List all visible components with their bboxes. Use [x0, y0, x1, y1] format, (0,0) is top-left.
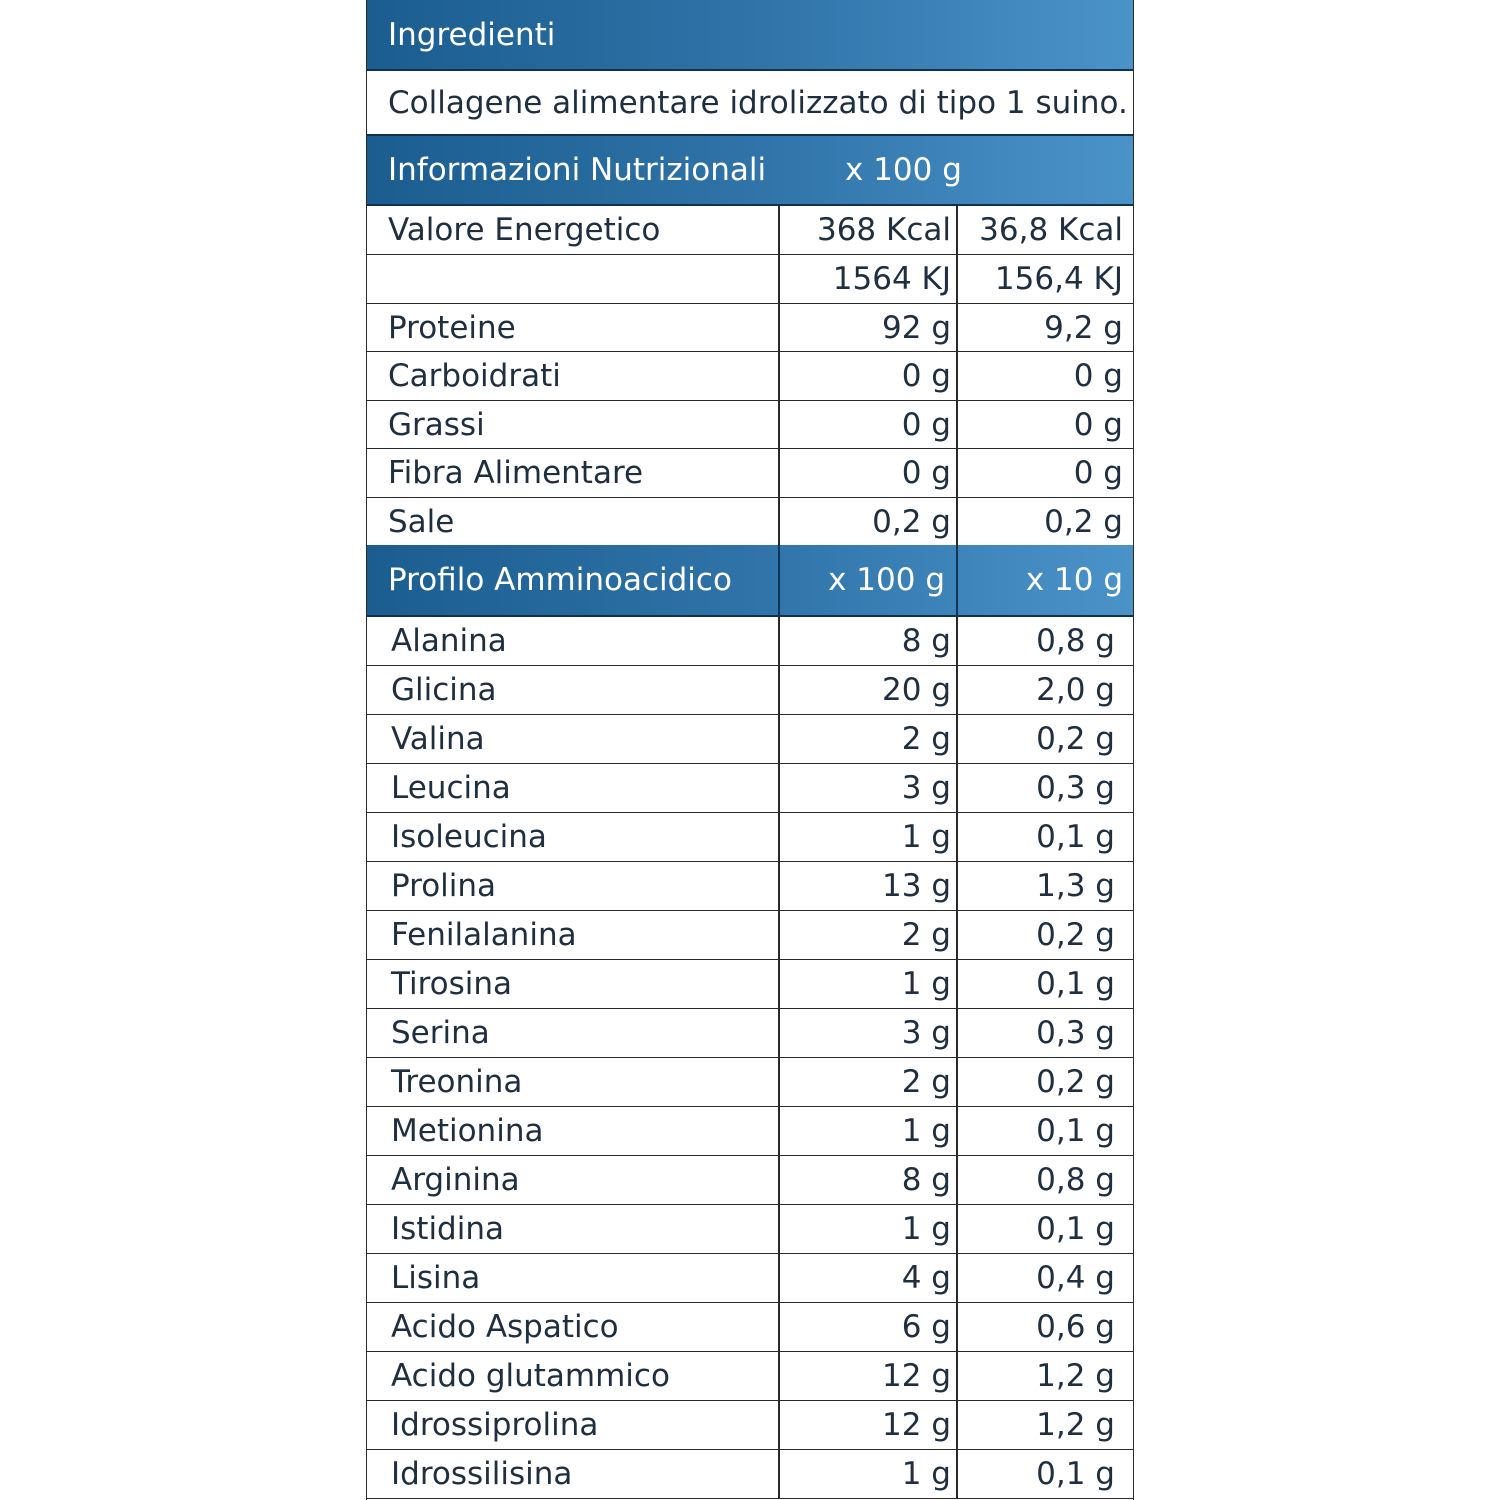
nutrition-row-value-10g: 36,8 Kcal [979, 212, 1123, 248]
amino-column-divider [956, 617, 958, 665]
nutrition-row-value-100g: 0 g [901, 406, 951, 443]
amino-row-value-10g: 1,2 g [1036, 1407, 1115, 1443]
amino-row-label: Idrossiprolina [391, 1407, 599, 1443]
amino-row-value-10g: 0,3 g [1036, 1015, 1115, 1051]
amino-column-divider [778, 1303, 780, 1351]
amino-row-value-10g: 0,8 g [1036, 1162, 1115, 1198]
nutrition-column-divider [778, 206, 780, 254]
amino-row-value-10g: 0,6 g [1036, 1309, 1115, 1345]
amino-row [367, 1303, 1133, 1352]
amino-row-value-10g: 0,2 g [1036, 1064, 1115, 1100]
amino-row-value-10g: 0,1 g [1036, 1211, 1115, 1247]
amino-col-10g: x 10 g [1025, 562, 1123, 598]
ingredients-text-row [367, 71, 1133, 134]
amino-title: Profilo Amminoacidico [388, 562, 732, 598]
amino-row-label: Lisina [391, 1260, 481, 1296]
amino-column-divider [778, 666, 780, 714]
amino-column-divider [778, 1450, 780, 1498]
amino-row-value-100g: 2 g [901, 1064, 951, 1100]
amino-column-divider [778, 617, 780, 665]
amino-row-label: Isoleucina [391, 819, 547, 855]
amino-column-divider [778, 1401, 780, 1449]
amino-column-divider [956, 862, 958, 910]
amino-row-value-10g: 1,3 g [1036, 868, 1115, 904]
amino-column-divider [778, 1254, 780, 1302]
amino-row [367, 1205, 1133, 1254]
amino-row-value-10g: 0,1 g [1036, 966, 1115, 1002]
amino-column-divider [778, 1009, 780, 1057]
nutrition-column-divider [956, 498, 958, 546]
amino-row-label: Leucina [391, 770, 511, 806]
amino-row-value-10g: 0,8 g [1036, 623, 1115, 659]
nutrition-row-value-10g: 9,2 g [1044, 309, 1123, 346]
amino-column-divider [956, 1156, 958, 1204]
nutrition-column-divider [778, 449, 780, 497]
nutrition-row-value-10g: 0 g [1073, 406, 1123, 443]
nutrition-column-divider [778, 255, 780, 303]
amino-header [367, 545, 1133, 617]
amino-column-divider [956, 1254, 958, 1302]
nutrition-column-divider [956, 206, 958, 254]
amino-column-divider [778, 862, 780, 910]
ingredients-header [367, 0, 1133, 71]
amino-row-value-100g: 1 g [901, 1456, 951, 1492]
amino-row-value-100g: 12 g [882, 1358, 951, 1394]
amino-row [367, 617, 1133, 666]
amino-row-value-10g: 0,1 g [1036, 1456, 1115, 1492]
amino-row-value-10g: 0,3 g [1036, 770, 1115, 806]
amino-row [367, 764, 1133, 813]
amino-row [367, 1009, 1133, 1058]
amino-row [367, 715, 1133, 764]
amino-row [367, 1254, 1133, 1303]
amino-column-divider [956, 1107, 958, 1155]
nutrition-row-label: Fibra Alimentare [388, 455, 644, 491]
amino-column-divider [778, 960, 780, 1008]
nutrition-column-divider [956, 401, 958, 448]
amino-row [367, 813, 1133, 862]
amino-row-label: Arginina [391, 1162, 520, 1198]
amino-row-value-10g: 0,1 g [1036, 1113, 1115, 1149]
amino-row-value-100g: 1 g [901, 1211, 951, 1247]
amino-row-value-10g: 0,2 g [1036, 721, 1115, 757]
amino-row [367, 1058, 1133, 1107]
nutrition-row [367, 449, 1133, 498]
nutrition-column-divider [778, 304, 780, 351]
amino-column-divider [778, 1205, 780, 1253]
nutrition-row-value-100g: 0 g [901, 358, 951, 394]
nutrition-column-divider [778, 401, 780, 448]
amino-row-label: Treonina [391, 1064, 523, 1100]
nutrition-column-divider [956, 304, 958, 351]
nutrition-column-divider [778, 498, 780, 546]
amino-row-label: Idrossilisina [391, 1456, 573, 1492]
nutrition-title: Informazioni Nutrizionali [388, 152, 767, 188]
amino-row-value-100g: 1 g [901, 1113, 951, 1149]
amino-row-label: Alanina [391, 623, 507, 659]
amino-row [367, 862, 1133, 911]
amino-row-value-10g: 0,2 g [1036, 917, 1115, 953]
amino-column-divider [956, 813, 958, 861]
amino-column-divider [956, 1401, 958, 1449]
amino-row-label: Prolina [391, 868, 497, 904]
amino-row-value-100g: 13 g [882, 868, 951, 904]
amino-row [367, 1401, 1133, 1450]
amino-row-label: Tirosina [391, 966, 513, 1002]
amino-column-divider [956, 960, 958, 1008]
amino-row-value-100g: 1 g [901, 819, 951, 855]
amino-column-divider [778, 1352, 780, 1400]
amino-row-value-100g: 3 g [901, 1015, 951, 1051]
nutrition-row [367, 255, 1133, 304]
amino-row-label: Valina [391, 721, 485, 757]
amino-header-divider-1 [778, 545, 780, 617]
amino-row-label: Serina [391, 1015, 490, 1051]
amino-row-value-10g: 2,0 g [1036, 672, 1115, 708]
amino-column-divider [956, 1009, 958, 1057]
amino-row-value-100g: 8 g [901, 1162, 951, 1198]
nutrition-col-100g: x 100 g [845, 152, 962, 188]
nutrition-label-sheet [366, 0, 1134, 1500]
nutrition-row-label: Proteine [388, 309, 516, 346]
amino-row-label: Glicina [391, 672, 497, 708]
nutrition-row [367, 401, 1133, 449]
nutrition-row-value-100g: 1564 KJ [832, 261, 951, 297]
amino-column-divider [956, 1303, 958, 1351]
nutrition-column-divider [956, 255, 958, 303]
amino-column-divider [778, 911, 780, 959]
amino-column-divider [956, 1058, 958, 1106]
nutrition-row-label: Grassi [388, 406, 485, 443]
amino-column-divider [778, 715, 780, 763]
amino-row-value-10g: 1,2 g [1036, 1358, 1115, 1394]
amino-row-value-100g: 2 g [901, 721, 951, 757]
amino-row-label: Metionina [391, 1113, 544, 1149]
nutrition-column-divider [956, 352, 958, 400]
nutrition-row [367, 206, 1133, 255]
amino-row-value-10g: 0,1 g [1036, 819, 1115, 855]
amino-row [367, 1450, 1133, 1499]
nutrition-column-divider [778, 352, 780, 400]
nutrition-row [367, 304, 1133, 352]
nutrition-row-value-10g: 0 g [1073, 455, 1123, 491]
nutrition-column-divider [956, 449, 958, 497]
amino-row-value-100g: 12 g [882, 1407, 951, 1443]
nutrition-row-label: Valore Energetico [388, 212, 661, 248]
amino-row-label: Istidina [391, 1211, 504, 1247]
amino-column-divider [778, 1058, 780, 1106]
amino-column-divider [778, 764, 780, 812]
amino-row [367, 1107, 1133, 1156]
nutrition-header [367, 134, 1133, 206]
nutrition-row-value-10g: 0,2 g [1044, 504, 1123, 540]
amino-column-divider [778, 813, 780, 861]
amino-row [367, 1352, 1133, 1401]
amino-column-divider [956, 666, 958, 714]
amino-row-value-100g: 3 g [901, 770, 951, 806]
amino-column-divider [778, 1156, 780, 1204]
nutrition-row-value-100g: 0 g [901, 455, 951, 491]
ingredients-text: Collagene alimentare idrolizzato di tipo 1 suino. [388, 84, 1128, 121]
nutrition-row-label: Sale [388, 504, 455, 540]
nutrition-row-value-10g: 0 g [1073, 358, 1123, 394]
amino-row-value-10g: 0,4 g [1036, 1260, 1115, 1296]
amino-row-label: Acido Aspatico [391, 1309, 619, 1345]
nutrition-row-value-100g: 368 Kcal [816, 212, 951, 248]
amino-row-label: Fenilalanina [391, 917, 577, 953]
nutrition-row [367, 352, 1133, 401]
amino-row-value-100g: 1 g [901, 966, 951, 1002]
amino-row [367, 911, 1133, 960]
amino-row-value-100g: 4 g [901, 1260, 951, 1296]
amino-column-divider [778, 1107, 780, 1155]
amino-header-divider-2 [956, 545, 958, 617]
amino-column-divider [956, 1450, 958, 1498]
amino-column-divider [956, 1352, 958, 1400]
amino-column-divider [956, 911, 958, 959]
amino-col-100g: x 100 g [828, 562, 945, 598]
amino-row-value-100g: 6 g [901, 1309, 951, 1345]
nutrition-row-value-10g: 156,4 KJ [994, 261, 1123, 297]
nutrition-row-label: Carboidrati [388, 358, 561, 394]
amino-row-value-100g: 2 g [901, 917, 951, 953]
amino-row [367, 666, 1133, 715]
amino-column-divider [956, 764, 958, 812]
amino-row [367, 960, 1133, 1009]
ingredients-title: Ingredienti [388, 16, 556, 53]
nutrition-row-value-100g: 0,2 g [872, 504, 951, 540]
amino-row-value-100g: 20 g [882, 672, 951, 708]
nutrition-row-value-100g: 92 g [882, 309, 951, 346]
amino-column-divider [956, 1205, 958, 1253]
amino-row-label: Acido glutammico [391, 1358, 670, 1394]
amino-row-value-100g: 8 g [901, 623, 951, 659]
nutrition-row [367, 498, 1133, 547]
amino-row [367, 1156, 1133, 1205]
amino-column-divider [956, 715, 958, 763]
